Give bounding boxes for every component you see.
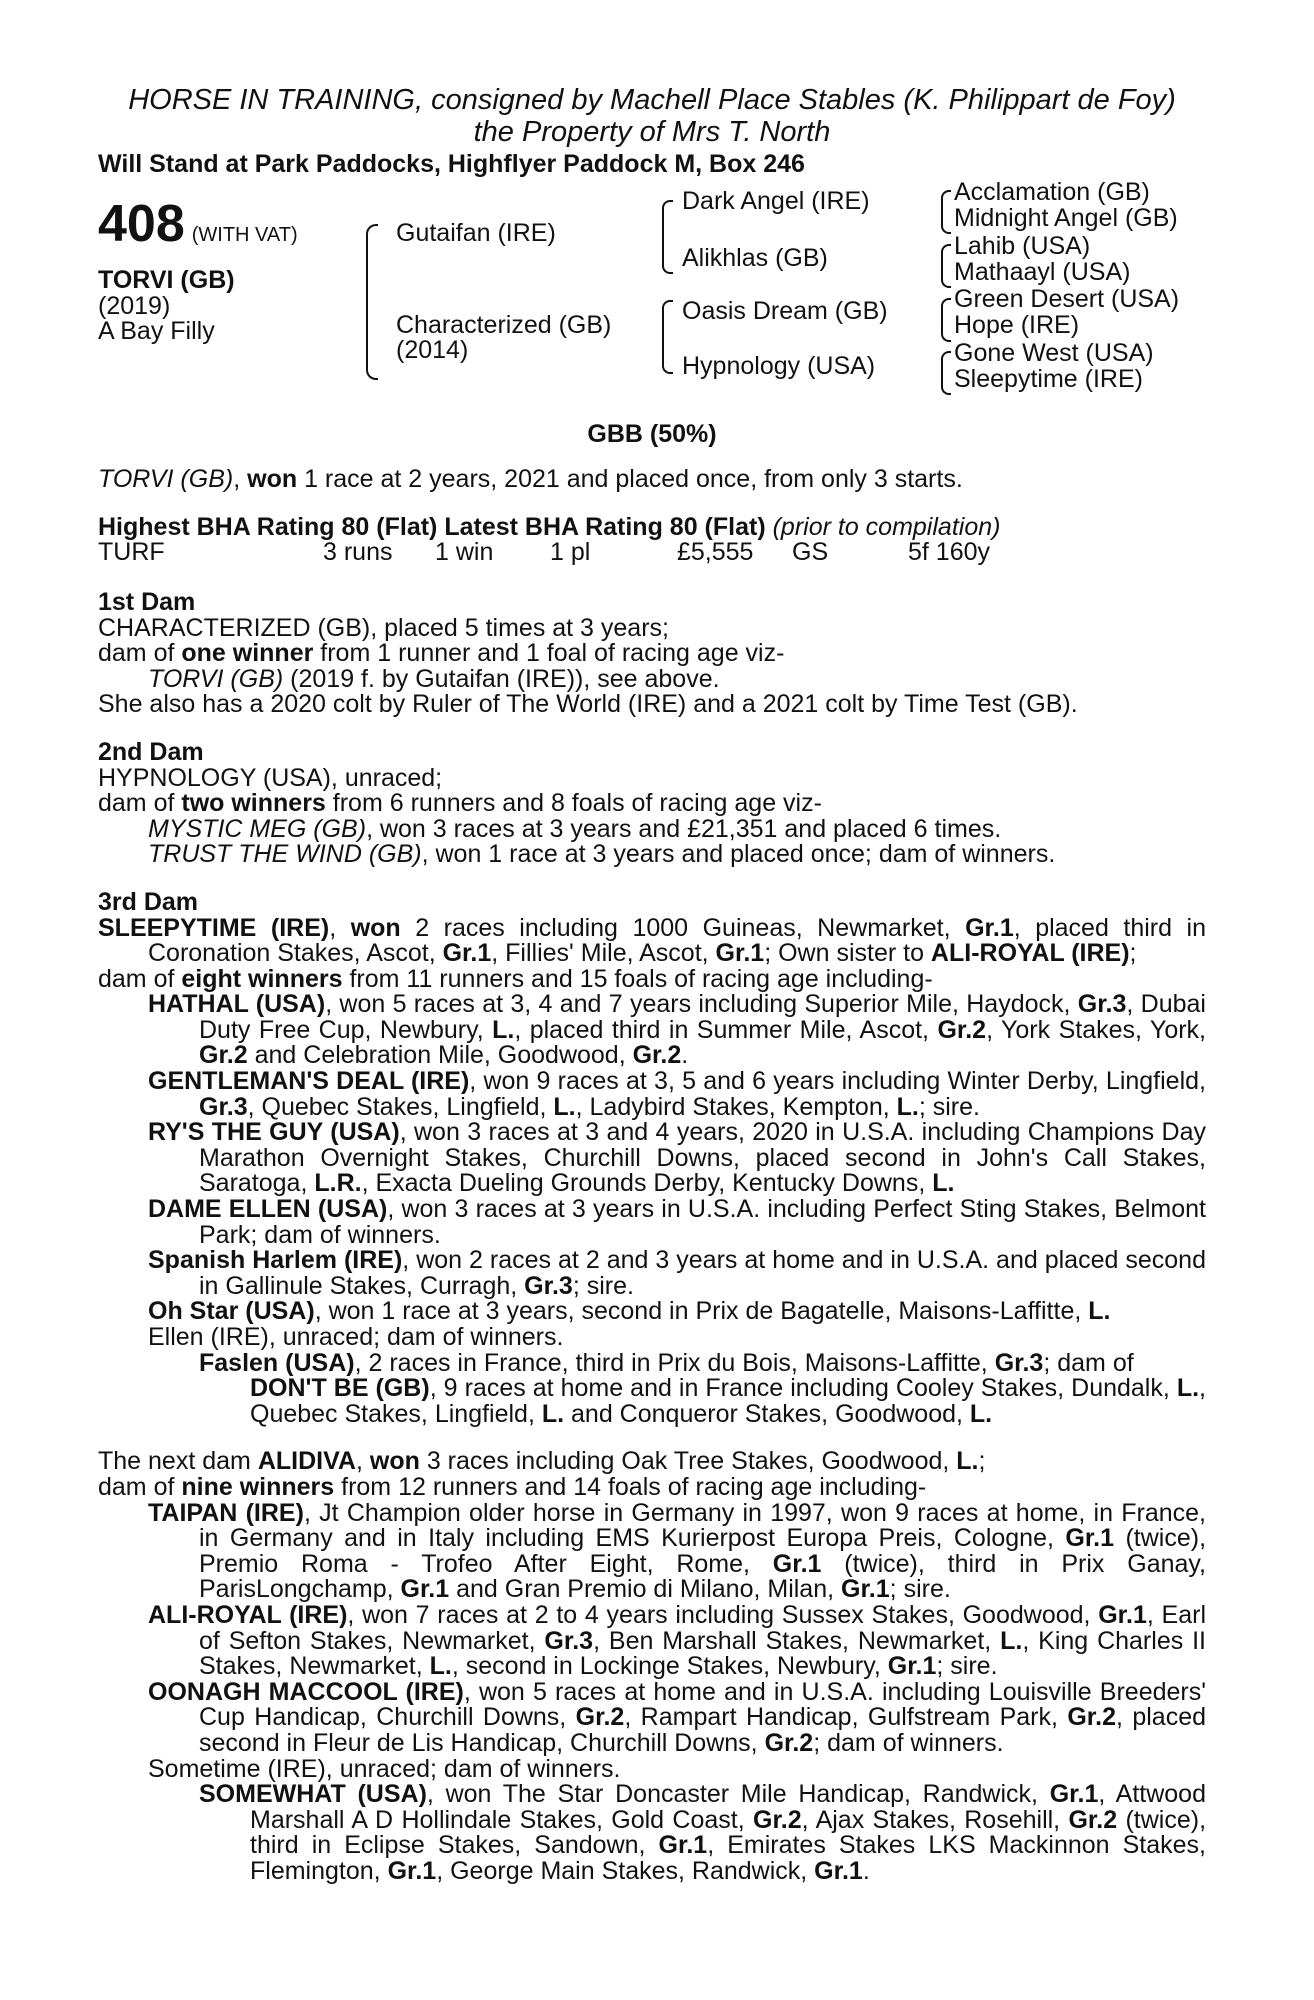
third-dam-line: SLEEPYTIME (IRE), won 2 races including 1000 Guineas, Newmarket, Gr.1, placed third in Coronation Stakes, Ascot, Gr.1, Fillies' Mile, Ascot, Gr.1; Own sister to ALI-ROYAL (IRE); (98, 913, 1206, 968)
foal-dont-be: DON'T BE (GB), 9 races at home and in France including Cooley Stakes, Dundalk, L., Quebec Stakes, Lingfield, L. and Conqueror Stakes, Goodwood, L. (250, 1374, 1206, 1428)
second-dam-produce: dam of two winners from 6 runners and 8 foals of racing age viz- (98, 789, 822, 818)
second-dam-line: HYPNOLOGY (USA), unraced; (98, 763, 443, 792)
dss-name: Green Desert (USA) (954, 284, 1180, 313)
foal-oh-star: Oh Star (USA), won 1 race at 3 years, second in Prix de Bagatelle, Maisons-Laffitte, L. (148, 1297, 1111, 1326)
sire-dam: Alikhlas (GB) (682, 243, 828, 272)
property-line: the Property of Mrs T. North (473, 116, 831, 148)
first-dam-foal: TORVI (GB) (2019 f. by Gutaifan (IRE)), see above. (148, 664, 720, 693)
second-dam-foal-1: MYSTIC MEG (GB), won 3 races at 3 years and £21,351 and placed 6 times. (148, 814, 1002, 843)
sss-name: Acclamation (GB) (954, 177, 1150, 206)
foal-spanish-harlem: Spanish Harlem (IRE), won 2 races at 2 and 3 years at home and in U.S.A. and placed second in Gallinule Stakes, Curragh, Gr.3; sire. (148, 1246, 1206, 1300)
third-dam-produce: dam of eight winners from 11 runners and 15 foals of racing age including- (98, 964, 933, 993)
dam-year: (2014) (396, 335, 469, 364)
ssd-name: Midnight Angel (GB) (954, 203, 1178, 232)
foal-gentlemans-deal: GENTLEMAN'S DEAL (IRE), won 9 races at 3, 5 and 6 years including Winter Derby, Lingfield, Gr.3, Quebec Stakes, Lingfield, L., Ladybird Stakes, Kempton, L.; sire. (148, 1067, 1206, 1121)
horse-year: (2019) (98, 291, 171, 320)
sire-name: Gutaifan (IRE) (396, 218, 556, 247)
foal-oonagh-maccool: OONAGH MACCOOL (IRE), won 5 races at home and in U.S.A. including Louisville Breeders' Cup Handicap, Churchill Downs, Gr.2, Rampart Handicap, Gulfstream Park, Gr.2, placed second in Fleur de Lis Handicap, Churchill Downs, Gr.2; dam of winners. (148, 1677, 1207, 1757)
pedigree-brace (366, 224, 378, 380)
second-dam-foal-2: TRUST THE WIND (GB), won 1 race at 3 years and placed once; dam of winners. (148, 840, 1056, 869)
lot-number: 408 (98, 194, 185, 253)
foal-hathal: HATHAL (USA), won 5 races at 3, 4 and 7 years including Superior Mile, Haydock, Gr.3, Dubai Duty Free Cup, Newbury, L., placed third in Summer Mile, Ascot, Gr.2, York Stakes, York, Gr.2 and Celebration Mile, Goodwood, Gr.2. (148, 990, 1206, 1070)
dds-name: Gone West (USA) (954, 338, 1154, 367)
sds-name: Lahib (USA) (954, 231, 1091, 260)
race-summary: TORVI (GB), won 1 race at 2 years, 2021 and placed once, from only 3 starts. (98, 465, 963, 494)
dam-sire: Oasis Dream (GB) (682, 296, 888, 325)
foal-taipan: TAIPAN (IRE), Jt Champion older horse in Germany in 1997, won 9 races at home, in France, in Germany and in Italy including EMS Kurierpost Europa Preis, Cologne, Gr.1 (twice), Premio Roma - Trofeo After Eight, Rome, Gr.1 (twice), third in Prix Ganay, ParisLongchamp, Gr.1 and Gran Premio di Milano, Milan, Gr.1; sire. (148, 1498, 1207, 1604)
first-dam-note: She also has a 2020 colt by Ruler of The World (IRE) and a 2021 colt by Time Test (GB). (98, 690, 1078, 719)
sire-sire: Dark Angel (IRE) (682, 186, 870, 215)
sdd-name: Mathaayl (USA) (954, 257, 1131, 286)
first-dam-produce: dam of one winner from 1 runner and 1 foal of racing age viz- (98, 639, 785, 668)
foal-ali-royal: ALI-ROYAL (IRE), won 7 races at 2 to 4 years including Sussex Stakes, Goodwood, Gr.1, Earl of Sefton Stakes, Newmarket, Gr.3, Ben Marshall Stakes, Newmarket, L., King Charles II Stakes, Newmarket, L., second in Lockinge Stakes, Newbury, Gr.1; sire. (148, 1600, 1207, 1681)
foal-dame-ellen: DAME ELLEN (USA), won 3 races at 3 years in U.S.A. including Perfect Sting Stakes, Belmont Park; dam of winners. (148, 1195, 1206, 1249)
brace-ss (941, 190, 951, 234)
foal-sometime: Sometime (IRE), unraced; dam of winners. (148, 1754, 621, 1783)
dam-dam: Hypnology (USA) (682, 351, 876, 380)
lot-number-group (98, 194, 298, 253)
brace-sd (941, 244, 951, 288)
foal-faslen: Faslen (USA), 2 races in France, third in Prix du Bois, Maisons-Laffitte, Gr.3; dam of (199, 1348, 1134, 1377)
dsd-name: Hope (IRE) (954, 310, 1080, 339)
dam-name: Characterized (GB) (396, 310, 612, 339)
next-dam-line: The next dam ALIDIVA, won 3 races including Oak Tree Stakes, Goodwood, L.; (98, 1447, 986, 1476)
next-dam-produce: dam of nine winners from 12 runners and 14 foals of racing age including- (98, 1472, 927, 1501)
rating-line: Highest BHA Rating 80 (Flat) Latest BHA Rating 80 (Flat) (prior to compilation) (98, 512, 1001, 541)
dam-brace (662, 300, 673, 374)
horse-description: A Bay Filly (98, 316, 215, 345)
brace-ds (941, 298, 951, 342)
ddd-name: Sleepytime (IRE) (954, 364, 1143, 393)
first-dam-line: CHARACTERIZED (GB), placed 5 times at 3 years; (98, 613, 669, 642)
stand-location: Will Stand at Park Paddocks, Highflyer Paddock M, Box 246 (98, 150, 805, 178)
consignor-line: HORSE IN TRAINING, consigned by Machell Place Stables (K. Philippart de Foy) (128, 84, 1176, 116)
foal-rys-the-guy: RY'S THE GUY (USA), won 3 races at 3 and 4 years, 2020 in U.S.A. including Champions Day Marathon Overnight Stakes, Churchill Downs, placed second in John's Call Stakes, Saratoga, L.R., Exacta Dueling Grounds Derby, Kentucky Downs, L. (148, 1118, 1206, 1198)
first-dam-heading: 1st Dam (98, 587, 196, 616)
vat-note: (WITH VAT) (191, 223, 298, 246)
horse-name: TORVI (GB) (98, 265, 235, 294)
pedigree-block (98, 177, 1206, 416)
turf-record: TURF 3 runs 1 win 1 pl £5,555 GS 5f 160y (98, 538, 991, 567)
foal-ellen: Ellen (IRE), unraced; dam of winners. (148, 1323, 564, 1351)
second-dam-heading: 2nd Dam (98, 737, 204, 766)
third-dam-heading: 3rd Dam (98, 887, 199, 916)
foal-somewhat: SOMEWHAT (USA), won The Star Doncaster Mile Handicap, Randwick, Gr.1, Attwood Marshall A D Hollindale Stakes, Gold Coast, Gr.2, Ajax Stakes, Rosehill, Gr.2 (twice), third in Eclipse Stakes, Sandown, Gr.1, Emirates Stakes LKS Mackinnon Stakes, Flemington, Gr.1, George Main Stakes, Randwick, Gr.1. (199, 1780, 1207, 1885)
brace-dd (941, 351, 951, 395)
gbb-rating: GBB (50%) (587, 419, 717, 448)
catalogue-page (98, 84, 1206, 1884)
sire-brace (662, 200, 673, 274)
